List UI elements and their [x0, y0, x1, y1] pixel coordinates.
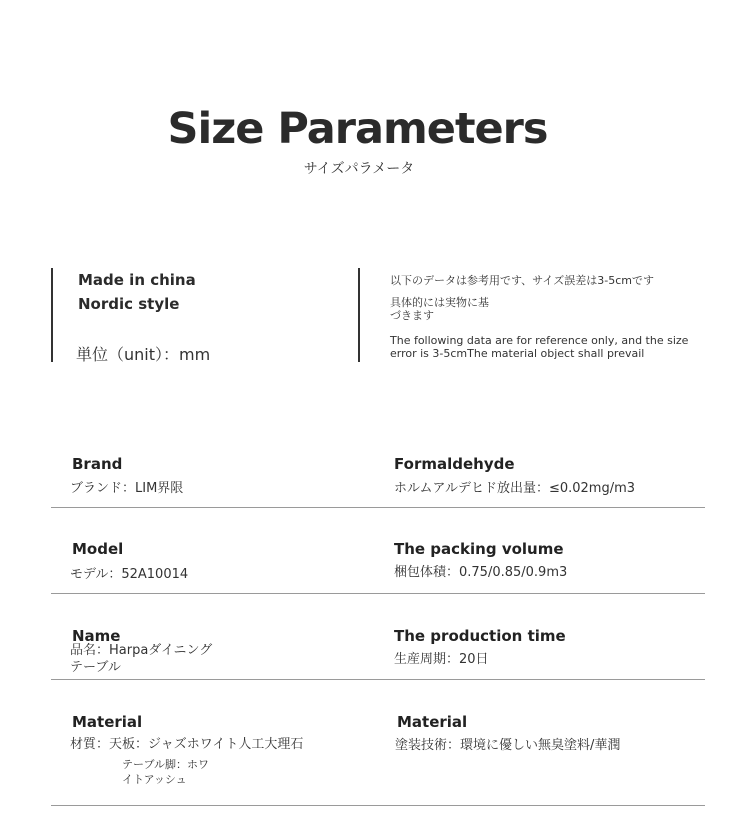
note-jp-line1: 以下のデータは参考用です、サイズ誤差は3-5cmです — [390, 274, 654, 287]
note-jp-line3: づきます — [390, 309, 434, 322]
origin-text: Made in china — [78, 271, 196, 289]
coating-value: 塗装技術：環境に優しい無臭塗料/華潤 — [395, 738, 621, 753]
page-subtitle: サイズパラメータ — [303, 161, 415, 177]
name-value-cont: テーブル — [70, 660, 121, 675]
coating-label: Material — [397, 713, 468, 731]
name-label: Name — [72, 627, 121, 645]
material-value-legs: テーブル脚：ホワ — [122, 758, 210, 771]
formaldehyde-value: ホルムアルデヒド放出量：≤0.02mg/m3 — [394, 481, 636, 496]
model-value: モデル：52A10014 — [70, 567, 189, 582]
unit-text: 単位（unit）：mm — [76, 345, 211, 364]
left-divider — [51, 268, 53, 362]
row-divider — [51, 507, 705, 508]
page-title: Size Parameters — [167, 104, 548, 154]
material-value-legs-cont: イトアッシュ — [122, 773, 187, 786]
row-divider — [51, 679, 705, 680]
note-en-line1: The following data are for reference only, and the size — [390, 334, 689, 347]
production-time-label: The production time — [394, 627, 566, 645]
model-label: Model — [72, 540, 124, 558]
production-time-value: 生産周期：20日 — [394, 652, 489, 667]
middle-divider — [358, 268, 360, 362]
brand-label: Brand — [72, 455, 123, 473]
row-divider — [51, 593, 705, 594]
name-value: 品名：Harpaダイニング — [70, 643, 213, 658]
packing-volume-label: The packing volume — [394, 540, 564, 558]
packing-volume-value: 梱包体積：0.75/0.85/0.9m3 — [394, 565, 568, 580]
note-jp-line2: 具体的には実物に基 — [390, 296, 489, 309]
formaldehyde-label: Formaldehyde — [394, 455, 515, 473]
style-text: Nordic style — [78, 295, 180, 313]
row-divider — [51, 805, 705, 806]
material-value: 材質：天板：ジャズホワイト人工大理石 — [70, 737, 304, 752]
note-en-line2: error is 3-5cmThe material object shall prevail — [390, 347, 645, 360]
brand-value: ブランド：LIM界限 — [70, 481, 184, 496]
material-label: Material — [72, 713, 143, 731]
